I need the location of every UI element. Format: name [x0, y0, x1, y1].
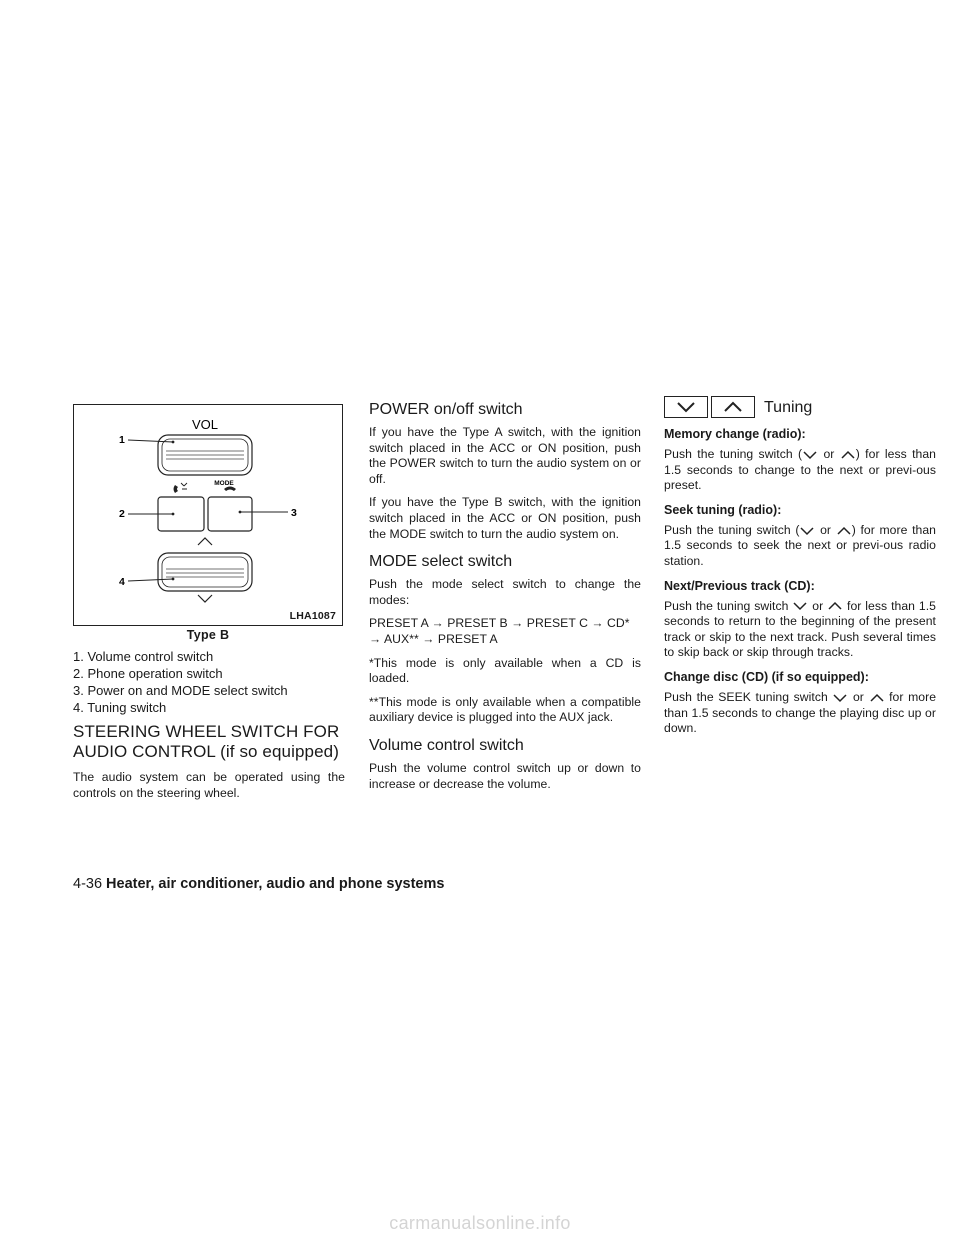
chevron-up-icon — [840, 450, 856, 460]
chevron-up-icon — [836, 526, 852, 536]
legend-item: 1. Volume control switch — [73, 649, 214, 664]
page-number: 4-36 — [73, 876, 103, 892]
body-paragraph: Push the tuning switch ( or ) for less than 1.5 seconds to change to the next or previ-ous preset. — [664, 447, 936, 493]
chevron-down-icon — [802, 450, 818, 460]
body-paragraph: Push the mode select switch to change the modes: — [369, 577, 641, 607]
callout-2: 2 — [119, 508, 125, 520]
phone-button — [158, 483, 204, 531]
mode-button — [208, 487, 252, 532]
footnote: *This mode is only available when a CD is loaded. — [369, 655, 641, 686]
mode-label: MODE — [214, 480, 234, 487]
body-paragraph: Push the tuning switch or for less than 1.5 seconds to return to the beginning of the present track or skip to the next track. Push several times to skip back or skip through tracks. — [664, 598, 936, 660]
subsection-title: Memory change (radio): — [664, 427, 806, 441]
body-paragraph: Push the SEEK tuning switch or for more than 1.5 seconds to change the playing disc up or down. — [664, 689, 937, 736]
chevron-down-icon — [832, 693, 848, 703]
body-paragraph: Push the tuning switch ( or ) for more than 1.5 seconds to seek the next or previ-ous radio station. — [664, 522, 937, 568]
figure-code: LHA1087 — [289, 610, 336, 622]
callout-4: 4 — [119, 576, 125, 588]
subsection-title: Seek tuning (radio): — [664, 502, 782, 517]
footnote: **This mode is only available when a compatible auxiliary device is plugged into the AUX jack. — [369, 694, 641, 725]
body-paragraph: The audio system can be operated using the controls on the steering wheel. — [73, 770, 345, 800]
callout-3: 3 — [291, 507, 297, 519]
body-paragraph: If you have the Type B switch, with the ignition switch placed in the ACC or ON position, push the MODE switch to turn the audio system on. — [369, 495, 641, 541]
watermark[interactable]: carmanualsonline.info — [389, 1213, 571, 1233]
legend-item: 3. Power on and MODE select switch — [73, 683, 288, 698]
tuning-heading: Tuning — [764, 398, 813, 416]
column-2 — [369, 401, 641, 800]
up-key-icon — [711, 396, 755, 418]
chevron-up-icon — [827, 601, 843, 611]
up-arrow-icon — [198, 538, 212, 545]
down-key-icon — [664, 396, 708, 418]
volume-heading: Volume control switch — [369, 736, 524, 754]
mode-heading: MODE select switch — [369, 553, 513, 571]
chevron-down-icon — [792, 601, 808, 611]
switch-diagram-drawing — [74, 405, 342, 625]
power-heading: POWER on/off switch — [369, 401, 523, 418]
subsection-title: Next/Previous track (CD): — [664, 578, 815, 593]
tuning-heading-row — [664, 396, 936, 418]
down-arrow-icon — [198, 595, 212, 602]
mode-sequence: PRESET A → PRESET B → PRESET C → CD* → AUX** → PRESET A — [369, 616, 630, 646]
vol-label: VOL — [191, 417, 219, 432]
tuning-switch — [158, 553, 252, 591]
callout-1: 1 — [119, 434, 125, 446]
column-1 — [73, 404, 345, 809]
chapter-title: Heater, air conditioner, audio and phone systems — [106, 876, 445, 892]
figure-legend — [73, 648, 345, 716]
vol-switch — [158, 435, 252, 475]
figure-caption: Type B — [186, 628, 230, 642]
chevron-down-icon — [799, 526, 815, 536]
legend-item: 4. Tuning switch — [73, 700, 167, 715]
legend-item: 2. Phone operation switch — [73, 666, 223, 681]
switch-diagram — [73, 404, 343, 626]
page-footer — [73, 876, 444, 892]
column-3 — [664, 398, 937, 745]
body-paragraph: Push the volume control switch up or down to increase or decrease the volume. — [369, 760, 641, 791]
chevron-up-icon — [869, 693, 885, 703]
section-heading: STEERING WHEEL SWITCH FOR AUDIO CONTROL (if so equipped) — [73, 722, 340, 761]
subsection-title: Change disc (CD) (if so equipped): — [664, 669, 869, 684]
body-paragraph: If you have the Type A switch, with the ignition switch placed in the ACC or ON position, push the POWER switch to turn the audio system on or off. — [369, 425, 641, 486]
